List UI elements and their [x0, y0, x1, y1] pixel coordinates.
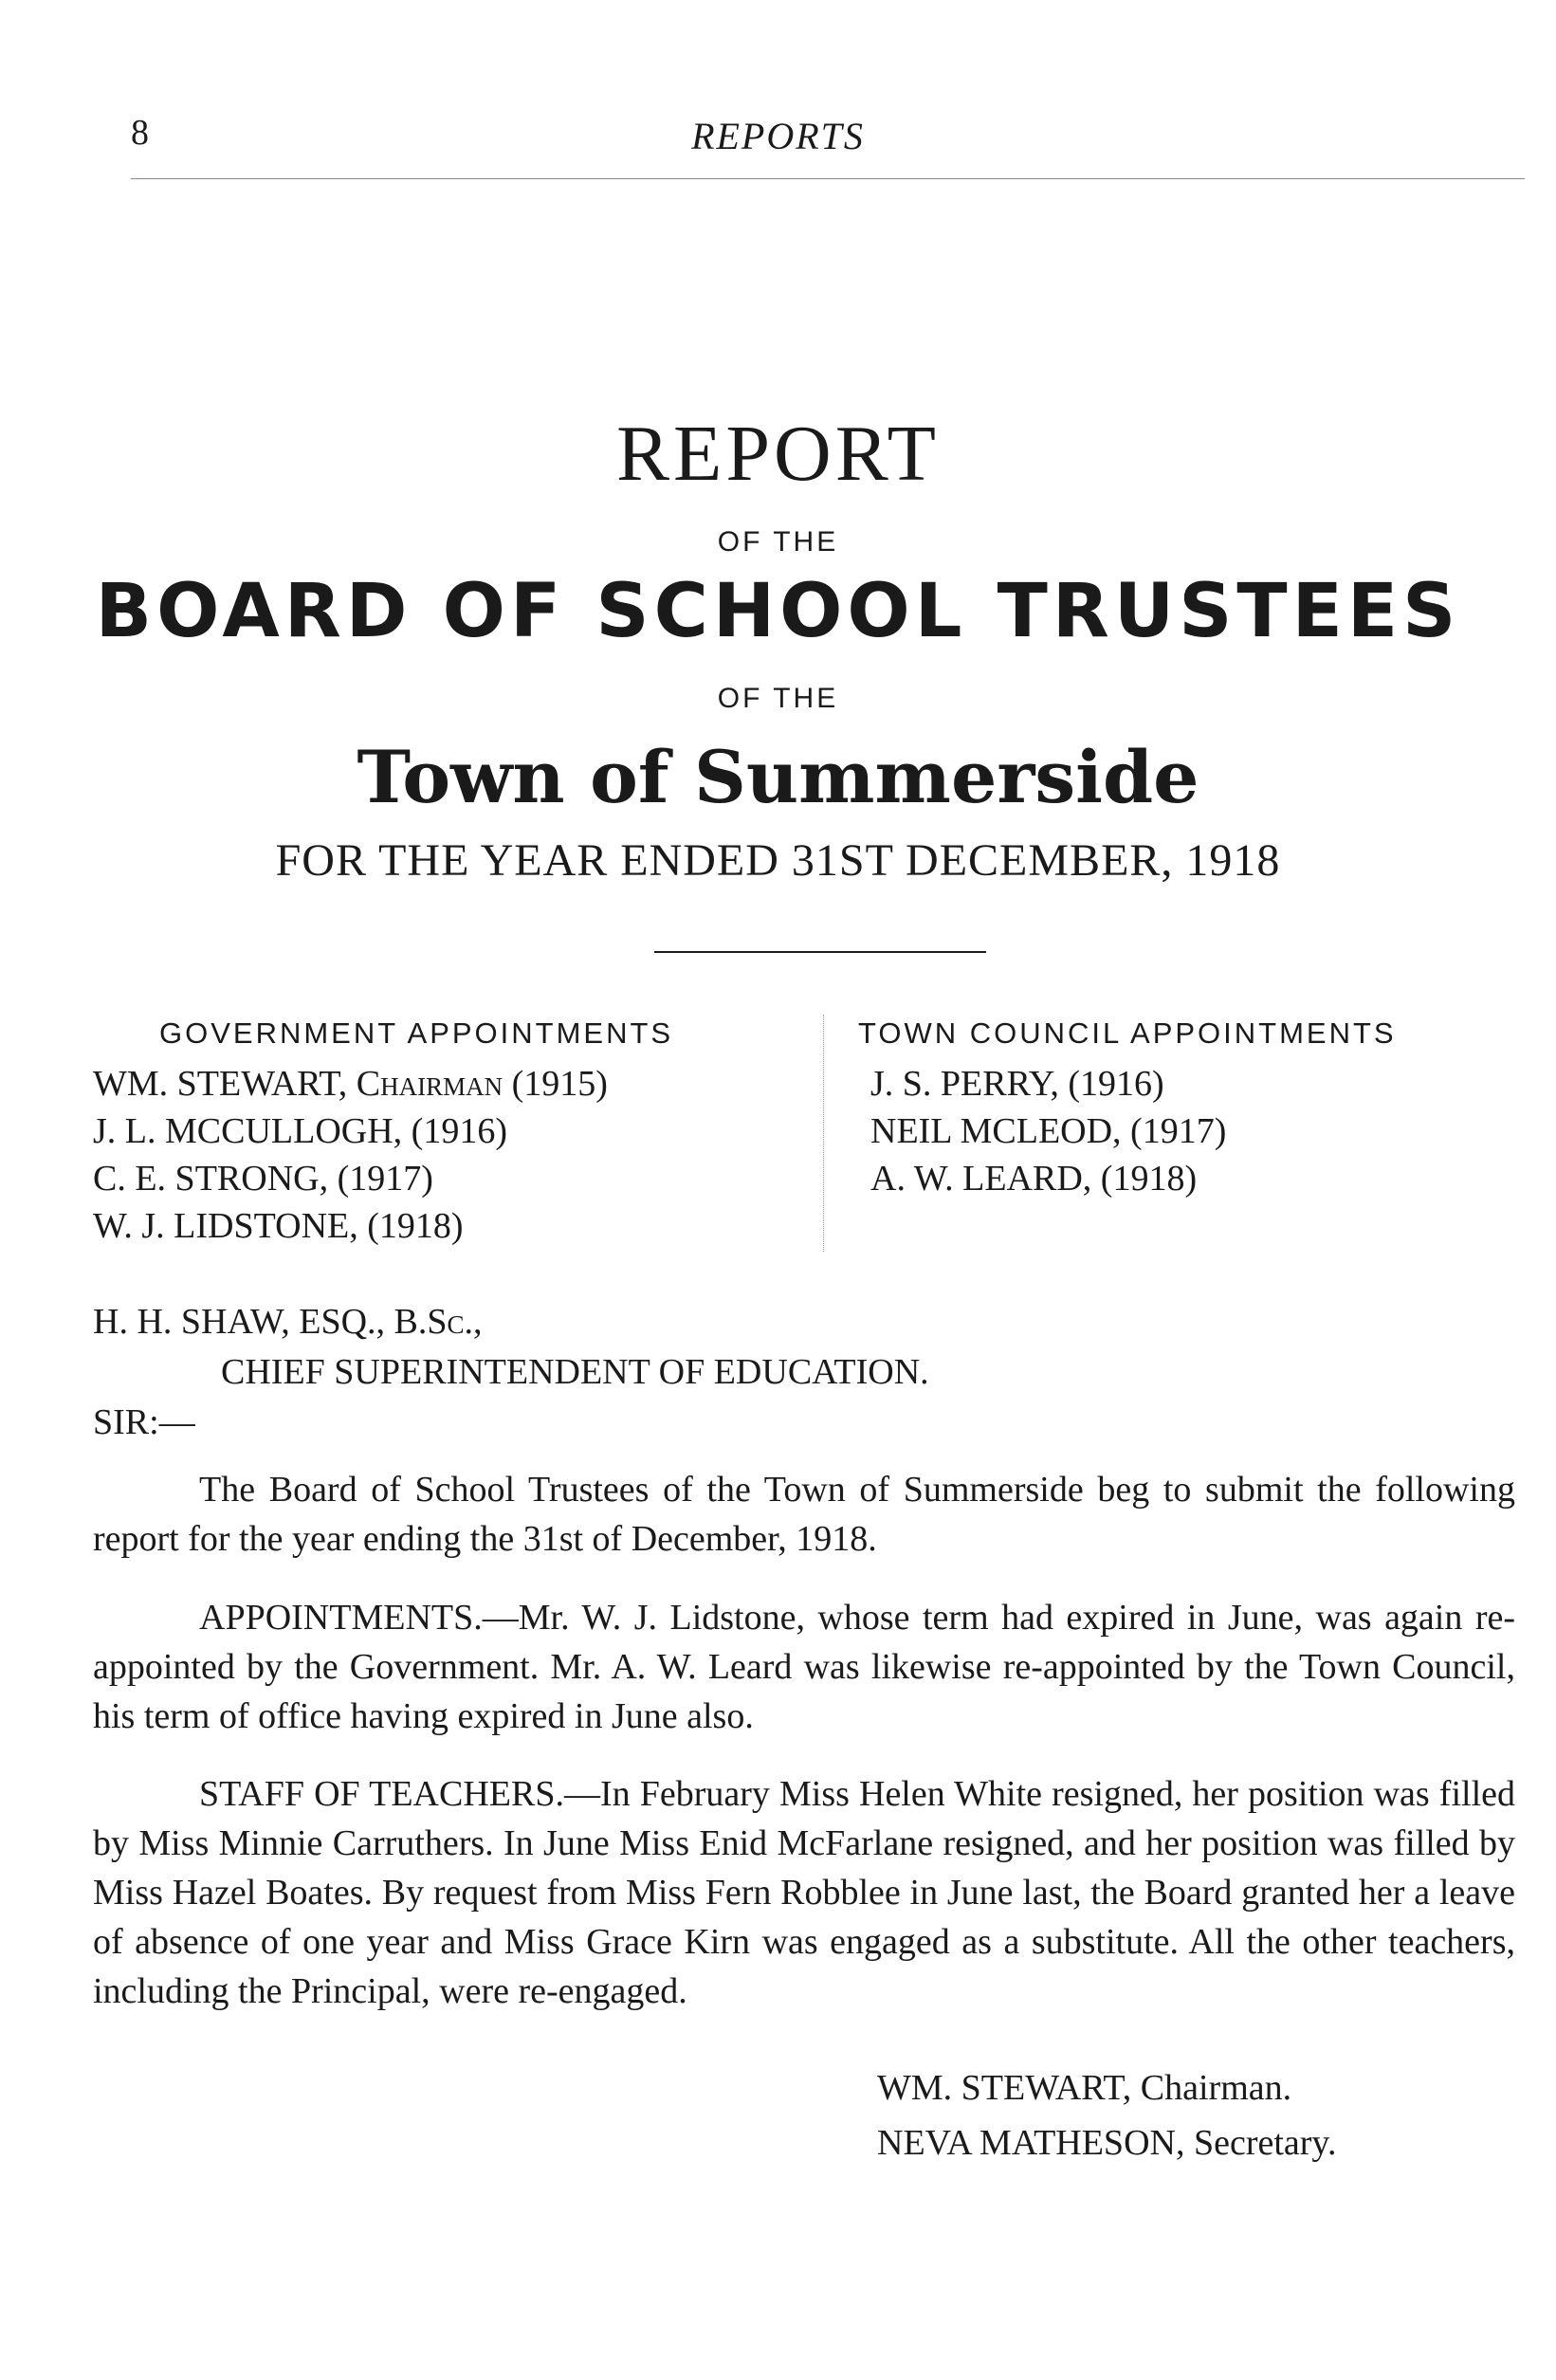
town-council-list [870, 1060, 1226, 1202]
government-list [93, 1060, 608, 1250]
title-board: BOARD OF SCHOOL TRUSTEES [95, 569, 1461, 654]
signature-secretary: NEVA MATHESON, Secretary. [877, 2123, 1337, 2163]
title-of-the-2: OF THE [717, 683, 839, 714]
title-of-the-1: OF THE [717, 526, 839, 558]
town-council-heading: TOWN COUNCIL APPOINTMENTS [858, 1016, 1397, 1050]
list-item: WM. STEWART, Chairman (1915) [93, 1064, 608, 1104]
addressee-title: CHIEF SUPERINTENDENT OF EDUCATION. [221, 1352, 929, 1392]
title-report: REPORT [615, 410, 940, 498]
paragraph-intro: The Board of School Trustees of the Town of Summerside beg to submit the following report for the year ending the 31st of December, 1918. [93, 1470, 1515, 1559]
title-divider [654, 951, 986, 953]
title-town: Town of Summerside [357, 735, 1199, 819]
list-item: A. W. LEARD, (1918) [870, 1159, 1198, 1199]
paragraph-appointments: APPOINTMENTS.—Mr. W. J. Lidstone, whose term had expired in June, was again re-appointed by the Government. Mr. A. W. Leard was likewise re-appointed by the Town Council, his term of office having expired in June also. [93, 1598, 1515, 1736]
list-item: NEIL MCLEOD, (1917) [870, 1111, 1227, 1151]
paragraph-staff: STAFF OF TEACHERS.—In February Miss Helen White resigned, her position was filled by Miss Minnie Carruthers. In June Miss Enid McFarlane resigned, and her position was filled by Miss Hazel Boates. By request from Miss Fern Robblee in June last, the Board granted her a leave of absence of one year and Miss Grace Kirn was engaged as a substitute. All the other teachers, including the Principal, were re-engaged. [93, 1774, 1515, 2011]
government-heading: GOVERNMENT APPOINTMENTS [159, 1016, 674, 1050]
list-item: W. J. LIDSTONE, (1918) [93, 1206, 464, 1246]
header-rule [131, 178, 1525, 179]
signature-chairman: WM. STEWART, Chairman. [877, 2068, 1292, 2108]
running-head-title: REPORTS [691, 115, 865, 157]
addressee: H. H. SHAW, ESQ., B.Sc., [93, 1302, 483, 1342]
column-divider [823, 1015, 824, 1252]
title-year-line: FOR THE YEAR ENDED 31ST DECEMBER, 1918 [275, 835, 1281, 886]
salutation: SIR:— [93, 1402, 195, 1442]
list-item: C. E. STRONG, (1917) [93, 1159, 433, 1199]
list-item: J. L. MCCULLOGH, (1916) [93, 1111, 507, 1151]
list-item: J. S. PERRY, (1916) [870, 1064, 1164, 1104]
page-number: 8 [131, 113, 149, 153]
